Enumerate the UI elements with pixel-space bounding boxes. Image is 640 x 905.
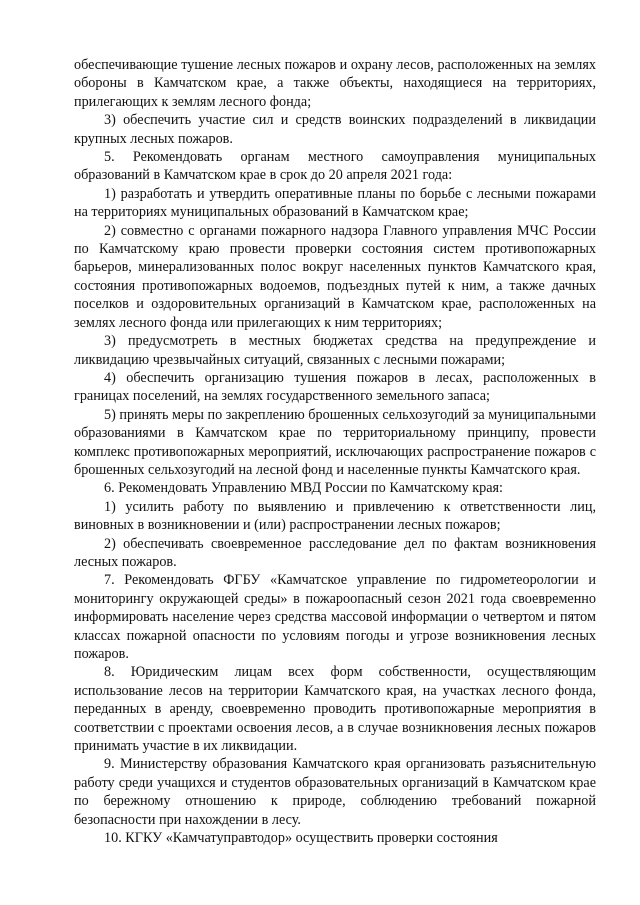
paragraph-9: 9. Министерству образования Камчатского края организовать разъяснительную работу среди учащихся и студентов образовательных организаций в Камчатском крае по бережному отношению к природе, соблюдению требований пожарной безопасности при нахождении в лесу. <box>74 756 596 828</box>
paragraph-5: 5. Рекомендовать органам местного самоуправления муниципальных образований в Камчатском крае в срок до 20 апреля 2021 года: <box>74 149 596 184</box>
paragraph-5-3: 3) предусмотреть в местных бюджетах средства на предупреждение и ликвидацию чрезвычайных ситуаций, связанных с лесными пожарами; <box>74 333 596 368</box>
paragraph-6: 6. Рекомендовать Управлению МВД России по Камчатскому края: <box>104 480 503 497</box>
paragraph-5-2: 2) совместно с органами пожарного надзора Главного управления МЧС России по Камчатскому краю провести проверки состояния систем противопожарных барьеров, минерализованных полос вокруг населенных пунктов Камчатского края, состояния противопожарных водоемов, подъездных путей к ним, а также дачных поселков и оздоровительных организаций в Камчатском крае, расположенных на землях лесного фонда или прилегающих к ним территориях; <box>74 222 596 331</box>
paragraph-7: 7. Рекомендовать ФГБУ «Камчатское управление по гидрометеорологии и мониторингу окружающей среды» в пожароопасный сезон 2021 года своевременно информировать население через средства массовой информации о четвертом и пятом классах пожарной опасности по условиям погоды и угрозе возникновения лесных пожаров. <box>74 572 596 662</box>
paragraph-4-3: 3) обеспечить участие сил и средств воинских подразделений в ликвидации крупных лесных пожаров. <box>74 112 596 147</box>
paragraph-5-5: 5) принять меры по закреплению брошенных сельхозугодий за муниципальными образованиями в Камчатском крае по территориальному принципу, провести комплекс противопожарных мероприятий, исключающих распространение пожаров с брошенных сельхозугодий на лесной фонд и населенные пункты Камчатского края. <box>74 406 596 478</box>
document-page <box>74 56 596 847</box>
paragraph-8: 8. Юридическим лицам всех форм собственности, осуществляющим использование лесов на территории Камчатского края, на участках лесного фонда, переданных в аренду, своевременно проводить противопожарные мероприятия в соответствии с проектами освоения лесов, а в случае возникновения лесных пожаров принимать участие в их ликвидации. <box>74 664 596 755</box>
paragraph-10: 10. КГКУ «Камчатуправтодор» осуществить проверки состояния <box>104 830 498 847</box>
paragraph-5-4: 4) обеспечить организацию тушения пожаров в лесах, расположенных в границах поселений, на землях государственного земельного запаса; <box>74 369 596 405</box>
paragraph-6-2: 2) обеспечивать своевременное расследование дел по фактам возникновения лесных пожаров. <box>74 535 596 570</box>
paragraph-continuation: обеспечивающие тушение лесных пожаров и охрану лесов, расположенных на землях обороны в Камчатском крае, а также объекты, находящиеся на территориях, прилегающих к землям лесного фонда; <box>74 57 596 110</box>
paragraph-5-1: 1) разработать и утвердить оперативные планы по борьбе с лесными пожарами на территориях муниципальных образований в Камчатском крае; <box>74 185 596 221</box>
paragraph-6-1: 1) усилить работу по выявлению и привлечению к ответственности лиц, виновных в возникновении и (или) распространении лесных пожаров; <box>74 498 596 534</box>
